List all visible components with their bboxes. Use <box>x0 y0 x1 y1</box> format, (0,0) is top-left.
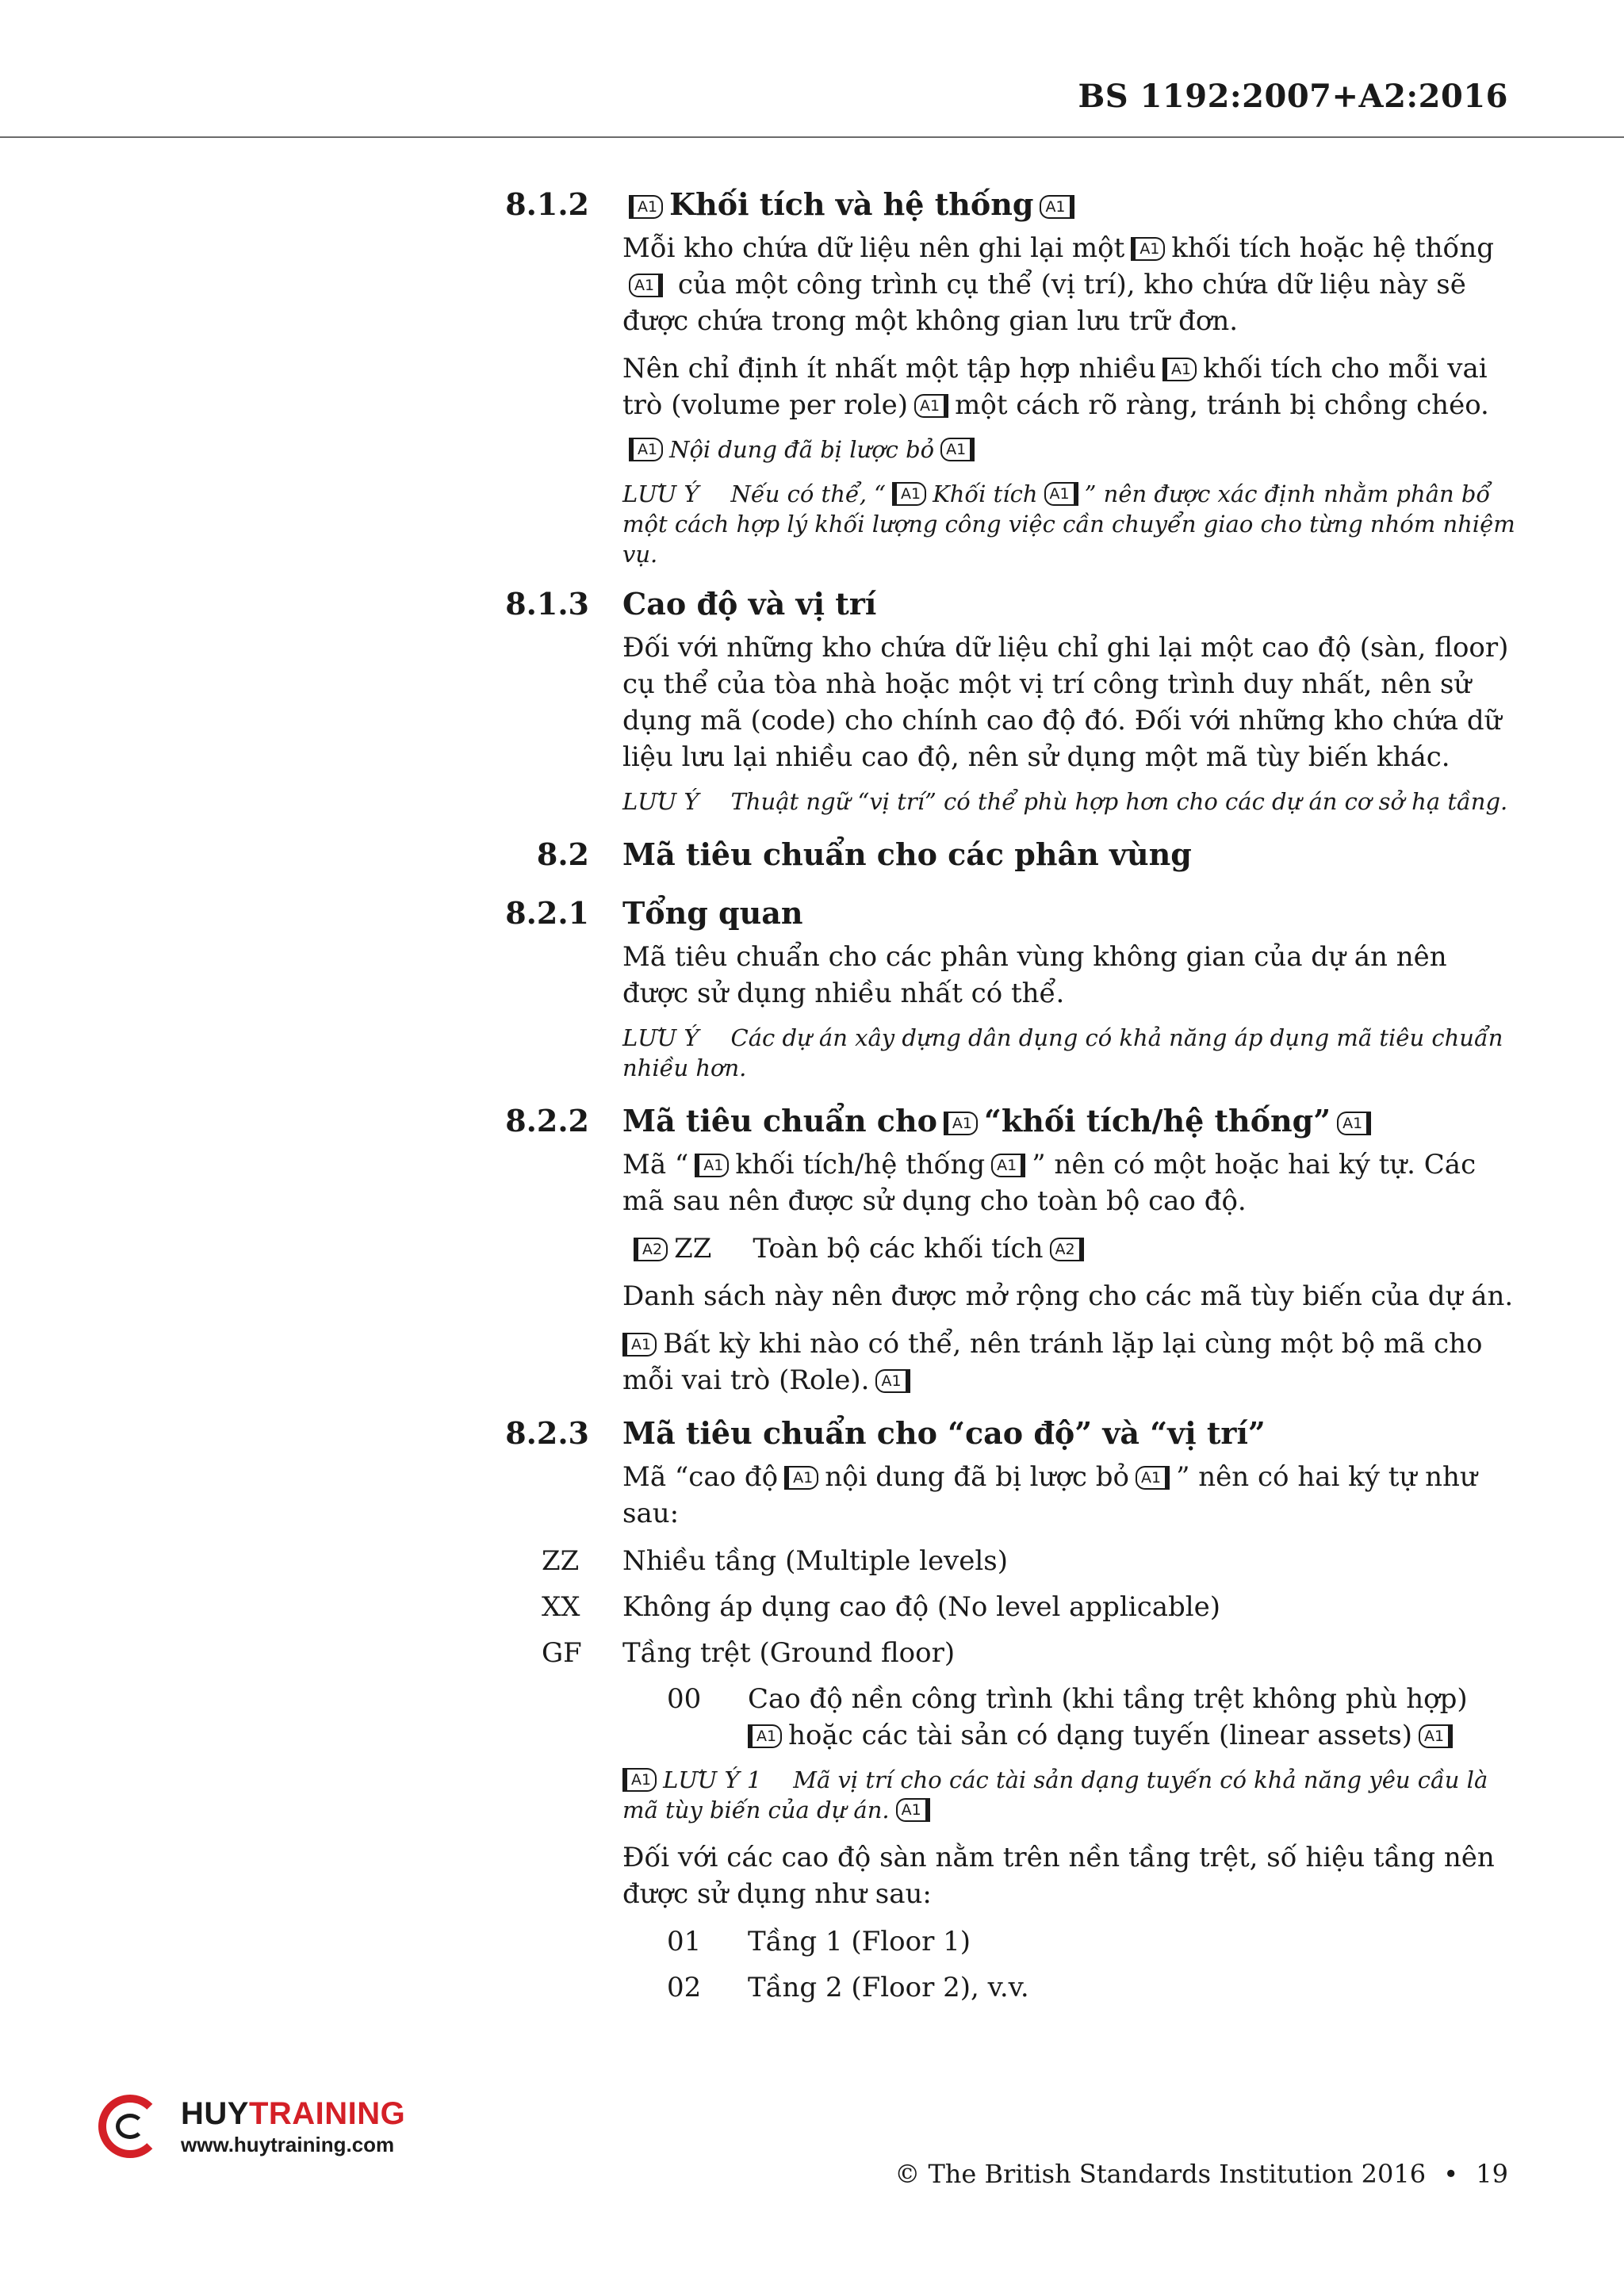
section-8-2-3-cont <box>496 1765 1519 1912</box>
section-title: A1 Khối tích và hệ thống A1 <box>622 184 1519 225</box>
section-title: Mã tiêu chuẩn cho “cao độ” và “vị trí” <box>622 1415 1266 1451</box>
paragraph: Mỗi kho chứa dữ liệu nên ghi lại một A1 khối tích hoặc hệ thốngA1 của một công trình cụ thể (vị trí), kho chứa dữ liệu này sẽ được chứa trong một không gian lưu trữ đơn. <box>622 232 1495 337</box>
section-number: 8.2.1 <box>505 895 589 931</box>
amendment-close-marker: A1 <box>1136 1466 1170 1490</box>
amendment-open-marker: A1 <box>1162 358 1197 381</box>
section-8-2-3 <box>496 1413 1519 1532</box>
note-label: LƯU Ý <box>622 788 699 815</box>
standard-code: BS 1192:2007+A2:2016 <box>1078 78 1508 115</box>
logo-url: www.huytraining.com <box>181 2133 395 2156</box>
code: 01 <box>667 1926 702 1957</box>
amendment-close-marker: A2 <box>1050 1238 1084 1261</box>
copyright: © The British Standards Institution 2016 <box>894 2159 1427 2189</box>
section-number: 8.2.3 <box>505 1415 589 1451</box>
section-8-2 <box>496 834 1519 875</box>
section-8-2-2 <box>496 1100 1519 1399</box>
page-content <box>496 184 1519 2015</box>
amendment-open-marker: A1 <box>892 482 926 506</box>
section-title: Tổng quan <box>622 895 803 931</box>
amendment-close-marker: A1 <box>940 438 975 461</box>
floor-entry: 01 Tầng 1 (Floor 1) <box>621 1923 1519 1960</box>
amendment-open-marker: A1 <box>622 1333 657 1357</box>
code: 02 <box>667 1972 702 2003</box>
amendment-open-marker: A1 <box>944 1112 978 1135</box>
floor-entry: 02 Tầng 2 (Floor 2), v.v. <box>621 1969 1519 2006</box>
huytraining-logo <box>98 2095 431 2171</box>
amendment-open-marker: A1 <box>784 1466 818 1490</box>
note: LƯU Ý Thuật ngữ “vị trí” có thể phù hợp hơn cho các dự án cơ sở hạ tầng. <box>622 788 1508 815</box>
header-rule <box>0 136 1624 138</box>
amendment-open-marker: A1 <box>695 1154 729 1177</box>
section-8-2-1 <box>496 893 1519 1083</box>
section-number: 8.1.2 <box>505 186 589 222</box>
paragraph: Mã tiêu chuẩn cho các phân vùng không gian của dự án nên được sử dụng nhiều nhất có thể. <box>622 941 1447 1009</box>
paragraph: Đối với những kho chứa dữ liệu chỉ ghi lại một cao độ (sàn, floor) cụ thể của tòa nhà hoặc một vị trí công trình duy nhất, nên sử dụng mã (code) cho chính cao độ đó. Đối với những kho chứa dữ liệu lưu lại nhiều cao độ, nên sử dụng một mã tùy biến khác. <box>622 632 1509 773</box>
logo-inner-icon <box>116 2114 144 2139</box>
paragraph: Mã “cao độ A1 nội dung đã bị lược bỏ A1 ” nên có hai ký tự như sau: <box>622 1461 1477 1529</box>
note-label: LƯU Ý 1 <box>663 1766 762 1793</box>
section-8-1-2 <box>496 184 1519 569</box>
code: ZZ <box>674 1233 712 1265</box>
amendment-open-marker: A1 <box>748 1724 782 1748</box>
amendment-close-marker: A1 <box>1337 1112 1371 1135</box>
paragraph: Danh sách này nên được mở rộng cho các mã tùy biến của dự án. <box>622 1280 1514 1312</box>
paragraph: Nên chỉ định ít nhất một tập hợp nhiều A1 khối tích cho mỗi vai trò (volume per role) A1 một cách rõ ràng, tránh bị chồng chéo. <box>622 353 1489 421</box>
amendment-close-marker: A1 <box>1419 1724 1453 1748</box>
code: XX <box>542 1591 580 1623</box>
page-number: 19 <box>1476 2159 1508 2189</box>
section-title: Mã tiêu chuẩn cho các phân vùng <box>622 836 1192 872</box>
note: A1 LƯU Ý 1 Mã vị trí cho các tài sản dạng tuyến có khả năng yêu cầu là mã tùy biến của dự án. A1 <box>622 1766 1488 1823</box>
amendment-close-marker: A1 <box>875 1369 910 1393</box>
amendment-open-marker: A1 <box>1131 237 1165 261</box>
paragraph: Đối với các cao độ sàn nằm trên nền tầng trệt, số hiệu tầng nên được sử dụng như sau: <box>622 1842 1495 1910</box>
amendment-open-marker: A1 <box>629 438 663 461</box>
note: LƯU Ý Nếu có thể, “ A1 Khối tích A1 ” nên được xác định nhằm phân bổ một cách hợp lý khối lượng công việc cần chuyển giao cho từng nhóm nhiệm vụ. <box>622 480 1515 568</box>
section-number: 8.1.3 <box>505 586 589 622</box>
code: 00 <box>667 1683 702 1715</box>
logo-text: HUYTRAINING <box>181 2096 406 2131</box>
amendment-open-marker: A1 <box>622 1768 657 1792</box>
note-label: LƯU Ý <box>622 1024 699 1051</box>
amendment-close-marker: A1 <box>914 394 948 418</box>
amendment-open-marker: A1 <box>629 195 663 219</box>
footer-bullet: • <box>1443 2159 1459 2189</box>
code-entry: 00 Cao độ nền công trình (khi tầng trệt không phù hợp) A1 hoặc các tài sản có dạng tuyến (linear assets) A1 <box>621 1681 1519 1754</box>
section-title: Cao độ và vị trí <box>622 586 877 622</box>
amendment-close-marker: A1 <box>629 274 663 297</box>
code-entry: XX Không áp dụng cao độ (No level applicable) <box>496 1589 1519 1625</box>
code-entry: GF Tầng trệt (Ground floor) <box>496 1635 1519 1671</box>
deleted-content: A1 Nội dung đã bị lược bỏ A1 <box>622 434 1519 465</box>
code: ZZ <box>542 1545 580 1577</box>
amendment-close-marker: A1 <box>1040 195 1074 219</box>
code: GF <box>542 1637 582 1669</box>
amendment-close-marker: A1 <box>896 1798 930 1822</box>
page-footer <box>894 2158 1508 2190</box>
code-entry-zz: A2 ZZ Toàn bộ các khối tích A2 <box>627 1230 1519 1267</box>
section-number: 8.2.2 <box>505 1103 589 1138</box>
amendment-close-marker: A1 <box>1044 482 1078 506</box>
paragraph: Mã “ A1 khối tích/hệ thống A1 ” nên có một hoặc hai ký tự. Các mã sau nên được sử dụng cho toàn bộ cao độ. <box>622 1149 1477 1217</box>
section-number: 8.2 <box>536 836 589 872</box>
note: LƯU Ý Các dự án xây dựng dân dụng có khả năng áp dụng mã tiêu chuẩn nhiều hơn. <box>622 1024 1503 1081</box>
code-entry: ZZ Nhiều tầng (Multiple levels) <box>496 1543 1519 1579</box>
amendment-open-marker: A2 <box>634 1238 668 1261</box>
paragraph: A1 Bất kỳ khi nào có thể, nên tránh lặp lại cùng một bộ mã cho mỗi vai trò (Role). A1 <box>622 1328 1483 1396</box>
section-8-1-3 <box>496 584 1519 817</box>
amendment-close-marker: A1 <box>991 1154 1025 1177</box>
note-label: LƯU Ý <box>622 480 699 507</box>
section-title: Mã tiêu chuẩn cho A1 “khối tích/hệ thống” A1 <box>622 1100 1519 1142</box>
